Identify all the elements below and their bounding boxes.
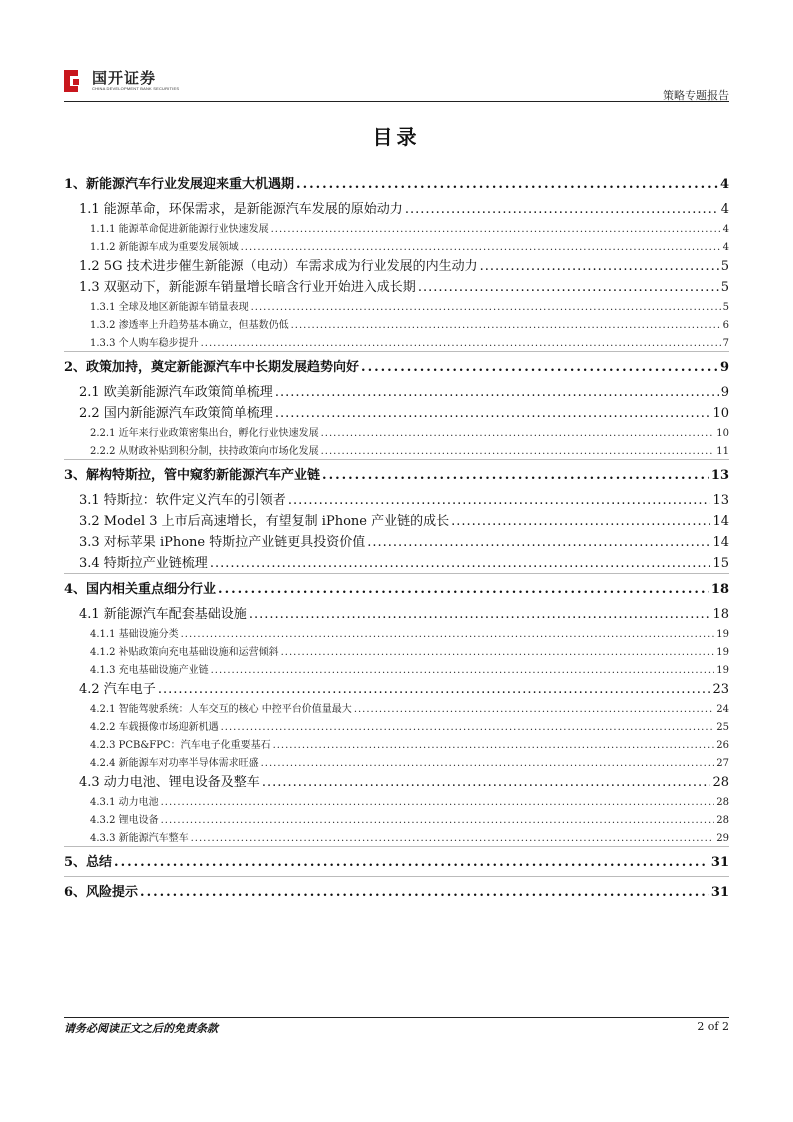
toc-entry-level-2[interactable] xyxy=(64,276,729,297)
toc-entry-page: 29 xyxy=(716,833,729,844)
toc-entry-title: 1.1 能源革命，环保需求，是新能源汽车发展的原始动力 xyxy=(79,202,403,217)
toc-leader-dots xyxy=(322,468,709,483)
toc-entry-level-2[interactable] xyxy=(64,381,729,402)
toc-entry-title: 4.1.3 充电基础设施产业链 xyxy=(90,665,209,676)
toc-entry-level-3[interactable] xyxy=(64,753,729,771)
toc-entry-title: 2.2.2 从财政补贴到积分制，扶持政策向市场化发展 xyxy=(90,446,319,457)
toc-entry-page: 10 xyxy=(716,428,729,439)
footer-divider xyxy=(64,1017,729,1018)
toc-entry-level-3[interactable] xyxy=(64,297,729,315)
toc-entry-level-1[interactable] xyxy=(64,351,729,381)
disclaimer-note: 请务必阅读正文之后的免责条款 xyxy=(64,1022,218,1035)
toc-entry-title: 4.3.1 动力电池 xyxy=(90,797,159,808)
page-header xyxy=(64,70,729,104)
toc-leader-dots xyxy=(201,338,721,349)
toc-entry-title: 6、风险提示 xyxy=(64,885,139,900)
toc-entry-page: 7 xyxy=(722,338,729,349)
toc-entry-page: 31 xyxy=(710,855,729,870)
toc-entry-title: 5、总结 xyxy=(64,855,113,870)
toc-entry-page: 5 xyxy=(720,280,729,295)
toc-entry-level-1[interactable] xyxy=(64,876,729,906)
toc-entry-page: 14 xyxy=(712,535,729,550)
toc-entry-level-1[interactable] xyxy=(64,846,729,876)
toc-entry-level-2[interactable] xyxy=(64,198,729,219)
toc-leader-dots xyxy=(158,682,711,697)
toc-entry-page: 4 xyxy=(722,224,729,235)
toc-entry-title: 2、政策加持，奠定新能源汽车中长期发展趋势向好 xyxy=(64,360,360,375)
toc-entry-page: 5 xyxy=(722,302,729,313)
toc-entry-page: 19 xyxy=(716,629,729,640)
toc-leader-dots xyxy=(140,885,709,900)
logo-mark-icon xyxy=(64,70,86,92)
toc-leader-dots xyxy=(288,493,711,508)
toc-leader-dots xyxy=(249,607,711,622)
toc-entry-level-3[interactable] xyxy=(64,642,729,660)
toc-entry-level-3[interactable] xyxy=(64,792,729,810)
toc-entry-page: 4 xyxy=(722,242,729,253)
toc-entry-title: 1.3 双驱动下，新能源车销量增长暗含行业开始进入成长期 xyxy=(79,280,416,295)
toc-leader-dots xyxy=(211,665,715,676)
toc-entry-level-3[interactable] xyxy=(64,717,729,735)
toc-entry-title: 4.2.4 新能源车对功率半导体需求旺盛 xyxy=(90,758,259,769)
toc-leader-dots xyxy=(480,259,719,274)
page-title: 目录 xyxy=(372,125,421,149)
toc-entry-page: 28 xyxy=(716,797,729,808)
page-number: 2 of 2 xyxy=(697,1020,729,1033)
toc-leader-dots xyxy=(275,385,719,400)
toc-entry-title: 1、新能源汽车行业发展迎来重大机遇期 xyxy=(64,177,295,192)
toc-entry-title: 3.4 特斯拉产业链梳理 xyxy=(79,556,208,571)
toc-entry-page: 19 xyxy=(716,647,729,658)
toc-entry-page: 28 xyxy=(716,815,729,826)
toc-entry-page: 25 xyxy=(716,722,729,733)
toc-entry-page: 31 xyxy=(710,885,729,900)
toc-entry-page: 18 xyxy=(712,607,729,622)
toc-entry-level-2[interactable] xyxy=(64,402,729,423)
toc-entry-page: 13 xyxy=(710,468,729,483)
toc-entry-title: 4.2.3 PCB&FPC：汽车电子化重要基石 xyxy=(90,740,271,751)
toc-leader-dots xyxy=(271,224,721,235)
toc-entry-level-3[interactable] xyxy=(64,315,729,333)
toc-leader-dots xyxy=(296,177,718,192)
toc-entry-level-3[interactable] xyxy=(64,828,729,846)
logo-name-cn: 国开证券 xyxy=(92,69,157,87)
toc-entry-page: 24 xyxy=(716,704,729,715)
toc-entry-page: 23 xyxy=(712,682,729,697)
toc-entry-title: 2.1 欧美新能源汽车政策简单梳理 xyxy=(79,385,273,400)
toc-entry-title: 3.1 特斯拉：软件定义汽车的引领者 xyxy=(79,493,286,508)
toc-entry-level-3[interactable] xyxy=(64,423,729,441)
toc-entry-title: 2.2.1 近年来行业政策密集出台，孵化行业快速发展 xyxy=(90,428,319,439)
toc-entry-page: 18 xyxy=(710,582,729,597)
toc-leader-dots xyxy=(161,815,715,826)
toc-entry-title: 1.3.2 渗透率上升趋势基本确立，但基数仍低 xyxy=(90,320,289,331)
toc-leader-dots xyxy=(361,360,718,375)
toc-entry-page: 9 xyxy=(720,385,729,400)
toc-entry-level-3[interactable] xyxy=(64,441,729,459)
toc-entry-title: 1.2 5G 技术进步催生新能源（电动）车需求成为行业发展的内生动力 xyxy=(79,259,478,274)
toc-entry-title: 4、国内相关重点细分行业 xyxy=(64,582,217,597)
toc-leader-dots xyxy=(367,535,710,550)
toc-leader-dots xyxy=(291,320,721,331)
toc-leader-dots xyxy=(251,302,721,313)
toc-leader-dots xyxy=(321,428,715,439)
toc-leader-dots xyxy=(405,202,719,217)
toc-leader-dots xyxy=(161,797,715,808)
toc-entry-level-3[interactable] xyxy=(64,810,729,828)
toc-leader-dots xyxy=(275,406,711,421)
toc-entry-level-3[interactable] xyxy=(64,699,729,717)
toc-entry-page: 14 xyxy=(712,514,729,529)
toc-entry-level-2[interactable] xyxy=(64,489,729,510)
toc-entry-title: 4.3.3 新能源汽车整车 xyxy=(90,833,189,844)
toc-entry-title: 3、解构特斯拉，管中窥豹新能源汽车产业链 xyxy=(64,468,321,483)
toc-entry-level-3[interactable] xyxy=(64,333,729,351)
toc-leader-dots xyxy=(418,280,719,295)
toc-entry-title: 4.1.1 基础设施分类 xyxy=(90,629,179,640)
toc-leader-dots xyxy=(191,833,715,844)
logo-name-en: CHINA DEVELOPMENT BANK SECURITIES xyxy=(92,86,180,91)
toc-entry-page: 27 xyxy=(716,758,729,769)
toc-entry-title: 4.2 汽车电子 xyxy=(79,682,156,697)
toc-entry-title: 1.3.3 个人购车稳步提升 xyxy=(90,338,199,349)
toc-entry-title: 3.3 对标苹果 iPhone 特斯拉产业链更具投资价值 xyxy=(79,535,366,550)
toc-leader-dots xyxy=(281,647,715,658)
toc-entry-level-1[interactable] xyxy=(64,573,729,603)
toc-entry-level-1[interactable] xyxy=(64,168,729,198)
toc-leader-dots xyxy=(221,722,715,733)
toc-leader-dots xyxy=(451,514,710,529)
toc-leader-dots xyxy=(273,740,715,751)
toc-entry-page: 15 xyxy=(712,556,729,571)
toc-entry-level-2[interactable] xyxy=(64,552,729,573)
toc-entry-title: 4.1.2 补贴政策向充电基础设施和运营倾斜 xyxy=(90,647,279,658)
toc-leader-dots xyxy=(261,758,715,769)
toc-entry-title: 1.1.1 能源革命促进新能源行业快速发展 xyxy=(90,224,269,235)
toc-leader-dots xyxy=(218,582,709,597)
toc-leader-dots xyxy=(262,775,711,790)
toc-entry-level-2[interactable] xyxy=(64,255,729,276)
toc-entry-title: 4.2.1 智能驾驶系统：人车交互的核心 中控平台价值量最大 xyxy=(90,704,352,715)
toc-entry-title: 4.3.2 锂电设备 xyxy=(90,815,159,826)
toc-entry-level-2[interactable] xyxy=(64,771,729,792)
toc-entry-page: 4 xyxy=(719,177,729,192)
toc-entry-level-2[interactable] xyxy=(64,678,729,699)
toc-leader-dots xyxy=(114,855,709,870)
toc-entry-page: 4 xyxy=(720,202,729,217)
report-type-label: 策略专题报告 xyxy=(663,89,729,102)
toc-entry-level-3[interactable] xyxy=(64,219,729,237)
toc-entry-title: 4.1 新能源汽车配套基础设施 xyxy=(79,607,247,622)
toc-entry-page: 13 xyxy=(712,493,729,508)
toc-leader-dots xyxy=(210,556,711,571)
toc-entry-page: 26 xyxy=(716,740,729,751)
toc-entry-title: 4.2.2 车载摄像市场迎新机遇 xyxy=(90,722,219,733)
toc-entry-page: 28 xyxy=(712,775,729,790)
toc-entry-level-3[interactable] xyxy=(64,237,729,255)
toc-leader-dots xyxy=(354,704,714,715)
header-divider xyxy=(64,101,729,102)
toc-entry-level-2[interactable] xyxy=(64,531,729,552)
toc-entry-title: 2.2 国内新能源汽车政策简单梳理 xyxy=(79,406,273,421)
toc-leader-dots xyxy=(321,446,715,457)
table-of-contents xyxy=(64,168,729,906)
toc-entry-title: 1.1.2 新能源车成为重要发展领域 xyxy=(90,242,239,253)
toc-entry-level-2[interactable] xyxy=(64,603,729,624)
company-logo xyxy=(64,70,179,92)
toc-entry-page: 6 xyxy=(722,320,729,331)
toc-entry-page: 11 xyxy=(716,446,729,457)
toc-entry-level-3[interactable] xyxy=(64,735,729,753)
toc-entry-title: 3.2 Model 3 上市后高速增长，有望复制 iPhone 产业链的成长 xyxy=(79,514,450,529)
toc-entry-title: 1.3.1 全球及地区新能源车销量表现 xyxy=(90,302,249,313)
toc-entry-level-2[interactable] xyxy=(64,510,729,531)
toc-entry-title: 4.3 动力电池、锂电设备及整车 xyxy=(79,775,260,790)
toc-entry-page: 19 xyxy=(716,665,729,676)
toc-leader-dots xyxy=(241,242,721,253)
toc-entry-level-3[interactable] xyxy=(64,660,729,678)
toc-entry-level-1[interactable] xyxy=(64,459,729,489)
toc-leader-dots xyxy=(181,629,715,640)
toc-entry-page: 5 xyxy=(720,259,729,274)
toc-entry-page: 9 xyxy=(719,360,729,375)
toc-entry-level-3[interactable] xyxy=(64,624,729,642)
toc-entry-page: 10 xyxy=(712,406,729,421)
